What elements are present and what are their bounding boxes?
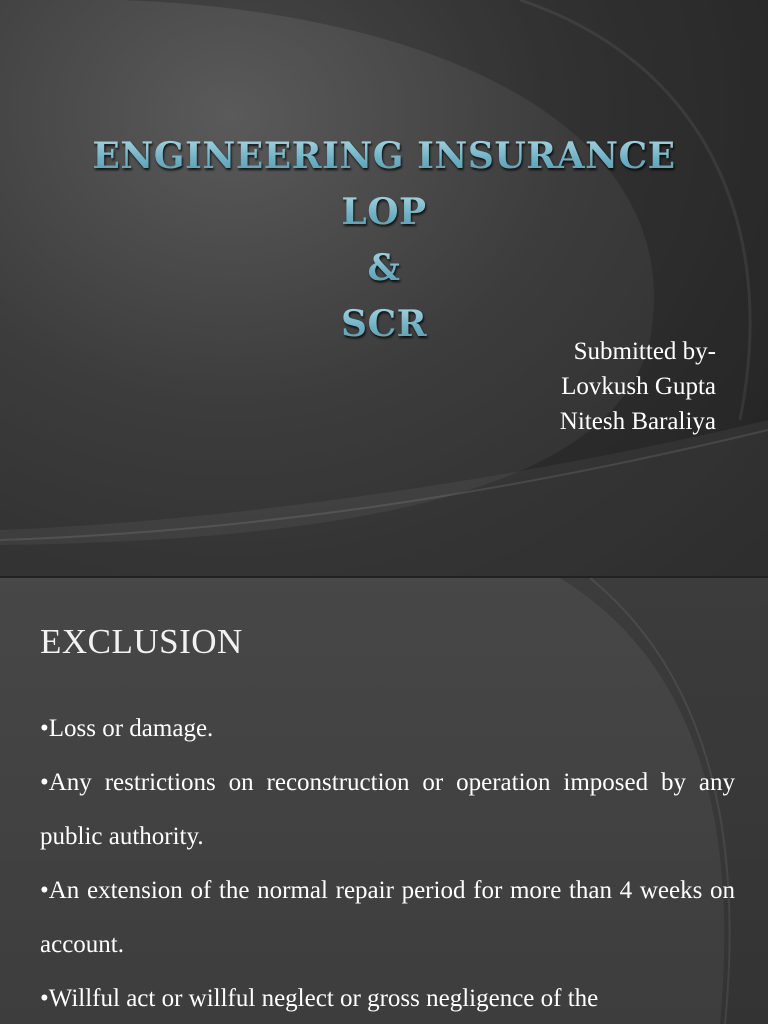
exclusion-slide [0, 578, 768, 1024]
list-item: •Willful act or willful neglect or gross negligence of the [40, 985, 599, 1012]
author-name: Lovkush Gupta [561, 373, 716, 400]
list-item: •Loss or damage. [40, 715, 214, 742]
presentation-title [0, 128, 768, 352]
author-name: Nitesh Baraliya [559, 408, 716, 435]
title-line-3: & [0, 240, 768, 296]
title-line-1: ENGINEERING INSURANCE [0, 128, 768, 184]
submitted-label: Submitted by- [573, 338, 716, 365]
exclusion-list [40, 702, 735, 1024]
slide-heading: EXCLUSION [40, 622, 243, 661]
list-item: •An extension of the normal repair period for more than 4 weeks on account. [40, 877, 735, 958]
list-item: •Any restrictions on reconstruction or operation imposed by any public authority. [40, 769, 735, 850]
title-line-2: LOP [0, 184, 768, 240]
title-line-4: SCR [0, 296, 768, 352]
submitted-by-block [560, 334, 716, 439]
